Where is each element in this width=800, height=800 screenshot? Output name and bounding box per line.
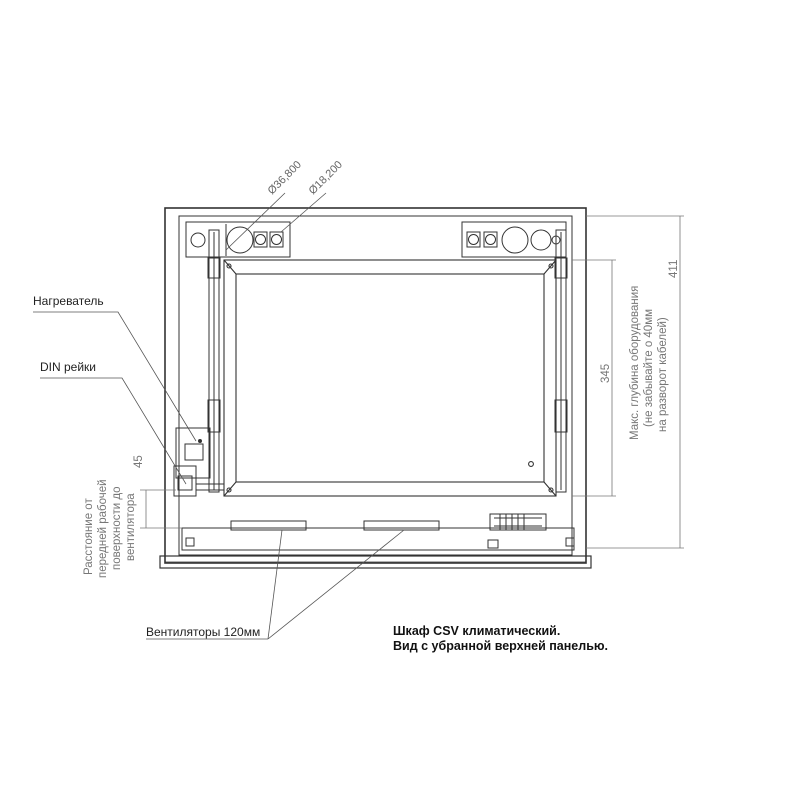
fans-label: Вентиляторы 120мм — [146, 625, 261, 639]
fan-distance-value: 45 — [133, 455, 145, 468]
hole-diameter-small: Ø18,200 — [306, 158, 345, 198]
fan-distance-line-4: вентилятора — [125, 493, 137, 561]
caption-line-1: Шкаф CSV климатический. — [393, 624, 561, 638]
din-rails-leader — [40, 378, 186, 484]
depth-note-line-3: на разворот кабелей) — [657, 317, 669, 432]
caption-line-2: Вид с убранной верхней панелью. — [393, 639, 609, 653]
heater-label: Нагреватель — [33, 294, 104, 308]
cable-entry-plate-right — [462, 222, 566, 257]
depth-note — [629, 286, 669, 440]
fan-distance-note — [83, 455, 145, 578]
fan-distance-line-3: поверхности до — [111, 486, 123, 570]
side-rails — [208, 230, 567, 492]
mounting-frame — [224, 260, 556, 496]
cable-entry-plate-left — [186, 222, 290, 257]
depth-note-line-1: Макс. глубина оборудования — [629, 285, 641, 440]
din-rails-label: DIN рейки — [40, 360, 97, 374]
depth-note-line-2: (не забывайте о 40мм — [643, 308, 655, 427]
fan-distance-line-2: передней рабочей — [97, 479, 109, 578]
fan-shelf — [182, 521, 574, 550]
heater-leader — [33, 312, 196, 441]
depth-outer-value: 411 — [668, 259, 680, 278]
hole-diameter-large: Ø36,800 — [265, 158, 304, 198]
depth-inner-value: 345 — [600, 363, 612, 383]
fans-leaders — [146, 530, 404, 639]
fan-distance-line-1: Расстояние от — [83, 498, 95, 575]
